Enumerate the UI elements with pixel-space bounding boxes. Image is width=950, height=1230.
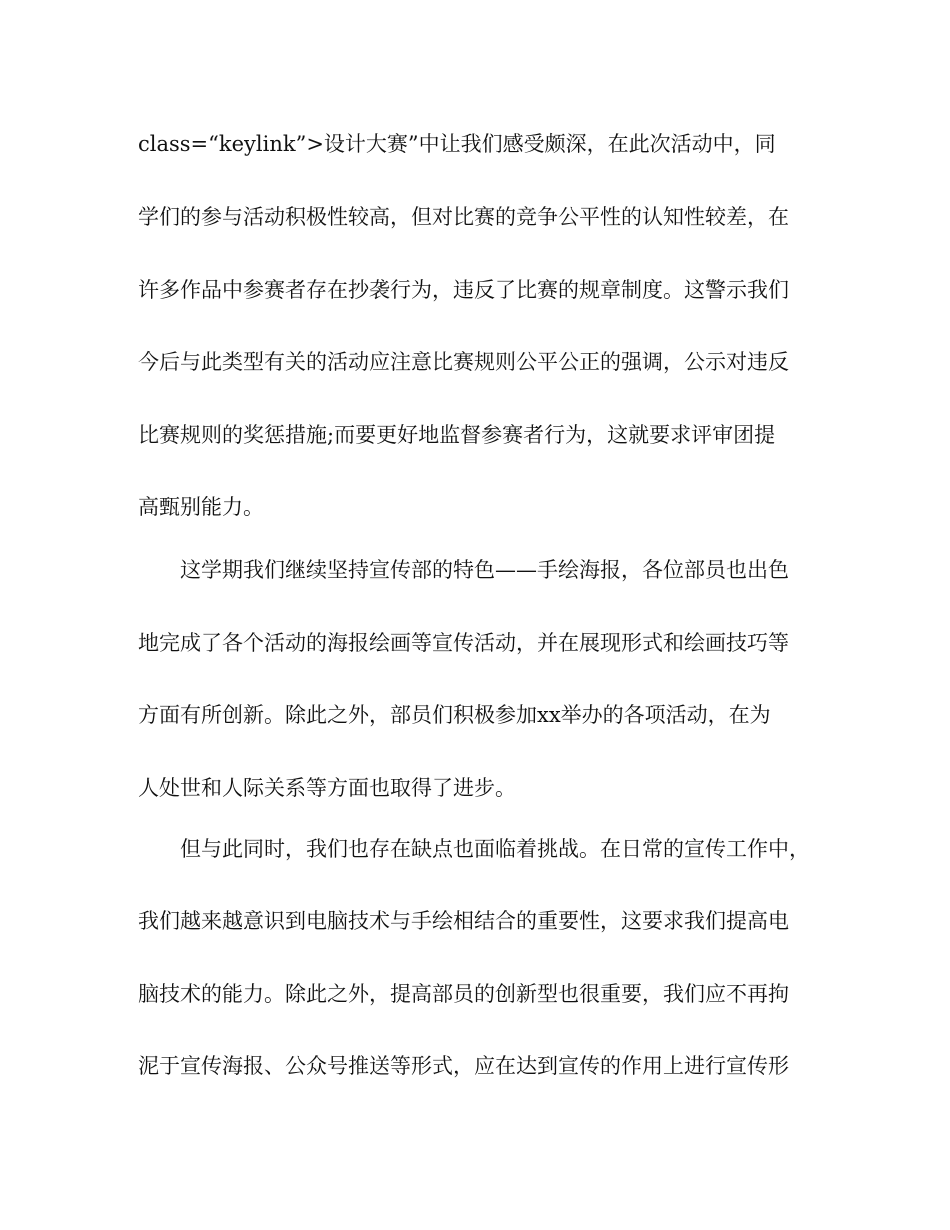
text-line: 脑技术的能力。除此之外，提高部员的创新型也很重要，我们应不再拘 [138, 982, 789, 1006]
text-line: 我们越来越意识到电脑技术与手绘相结合的重要性，这要求我们提高电 [138, 909, 789, 933]
text-line: 人处世和人际关系等方面也取得了进步。 [138, 776, 516, 800]
text-line: 今后与此类型有关的活动应注意比赛规则公平公正的强调，公示对违反 [138, 350, 789, 374]
text-line: 方面有所创新。除此之外，部员们积极参加xx举办的各项活动，在为 [138, 703, 771, 727]
text-line: 地完成了各个活动的海报绘画等宣传活动，并在展现形式和绘画技巧等 [138, 631, 789, 655]
paragraph-first-line: 这学期我们继续坚持宣传部的特色——手绘海报，各位部员也出色 [180, 558, 789, 582]
text-line: 许多作品中参赛者存在抄袭行为，违反了比赛的规章制度。这警示我们 [138, 278, 789, 302]
text-line: 学们的参与活动积极性较高，但对比赛的竞争公平性的认知性较差，在 [138, 205, 789, 229]
text-line: 泥于宣传海报、公众号推送等形式，应在达到宣传的作用上进行宣传形 [138, 1054, 789, 1078]
text-line: class=“keylink”>设计大赛”中让我们感受颇深，在此次活动中，同 [138, 132, 776, 156]
text-line: 比赛规则的奖惩措施;而要更好地监督参赛者行为，这就要求评审团提 [138, 423, 776, 447]
paragraph-first-line: 但与此同时，我们也存在缺点也面临着挑战。在日常的宣传工作中， [180, 837, 810, 861]
text-line: 高甄别能力。 [138, 495, 264, 519]
